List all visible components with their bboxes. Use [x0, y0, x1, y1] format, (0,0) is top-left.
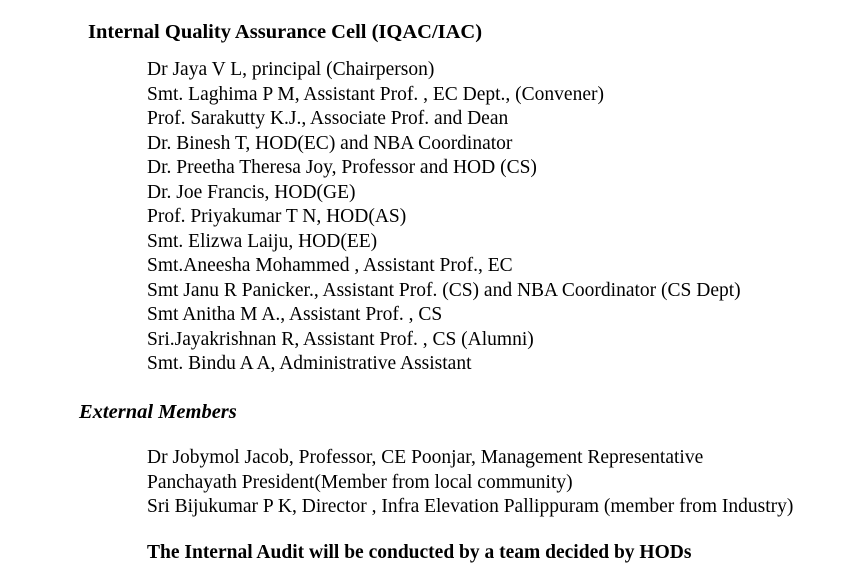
member-text: Panchayath President(Member from local community): [147, 471, 573, 493]
external-members-heading: External Members: [79, 401, 237, 423]
member-text: Smt. Elizwa Laiju, HOD(EE): [147, 230, 378, 252]
member-text: Dr. Preetha Theresa Joy, Professor and HOD (CS): [147, 157, 537, 178]
member-text: Prof. Priyakumar T N, HOD(AS): [147, 206, 407, 227]
member-text: Smt Janu R Panicker., Assistant Prof. (CS) and NBA Coordinator (CS Dept): [147, 279, 741, 301]
member-text: Dr. Joe Francis, HOD(GE): [147, 181, 356, 203]
internal-audit-note: The Internal Audit will be conducted by a team decided by HODs: [147, 542, 692, 563]
member-text: Smt.Aneesha Mohammed , Assistant Prof., EC: [147, 255, 513, 276]
member-text: Smt Anitha M A., Assistant Prof. , CS: [147, 304, 443, 325]
member-text: Smt. Bindu A A, Administrative Assistant: [147, 353, 472, 374]
member-text: Dr Jobymol Jacob, Professor, CE Poonjar, Management Representative: [147, 447, 704, 468]
member-text: Prof. Sarakutty K.J., Associate Prof. and Dean: [147, 108, 509, 129]
member-text: Dr Jaya V L, principal (Chairperson): [147, 59, 435, 80]
member-text: Sri Bijukumar P K, Director , Infra Elevation Pallippuram (member from Industry): [147, 496, 794, 517]
member-text: Smt. Laghima P M, Assistant Prof. , EC Dept., (Convener): [147, 83, 604, 105]
member-text: Dr. Binesh T, HOD(EC) and NBA Coordinator: [147, 132, 513, 154]
iqac-heading: Internal Quality Assurance Cell (IQAC/IAC): [88, 21, 483, 43]
member-text: Sri.Jayakrishnan R, Assistant Prof. , CS (Alumni): [147, 328, 534, 350]
